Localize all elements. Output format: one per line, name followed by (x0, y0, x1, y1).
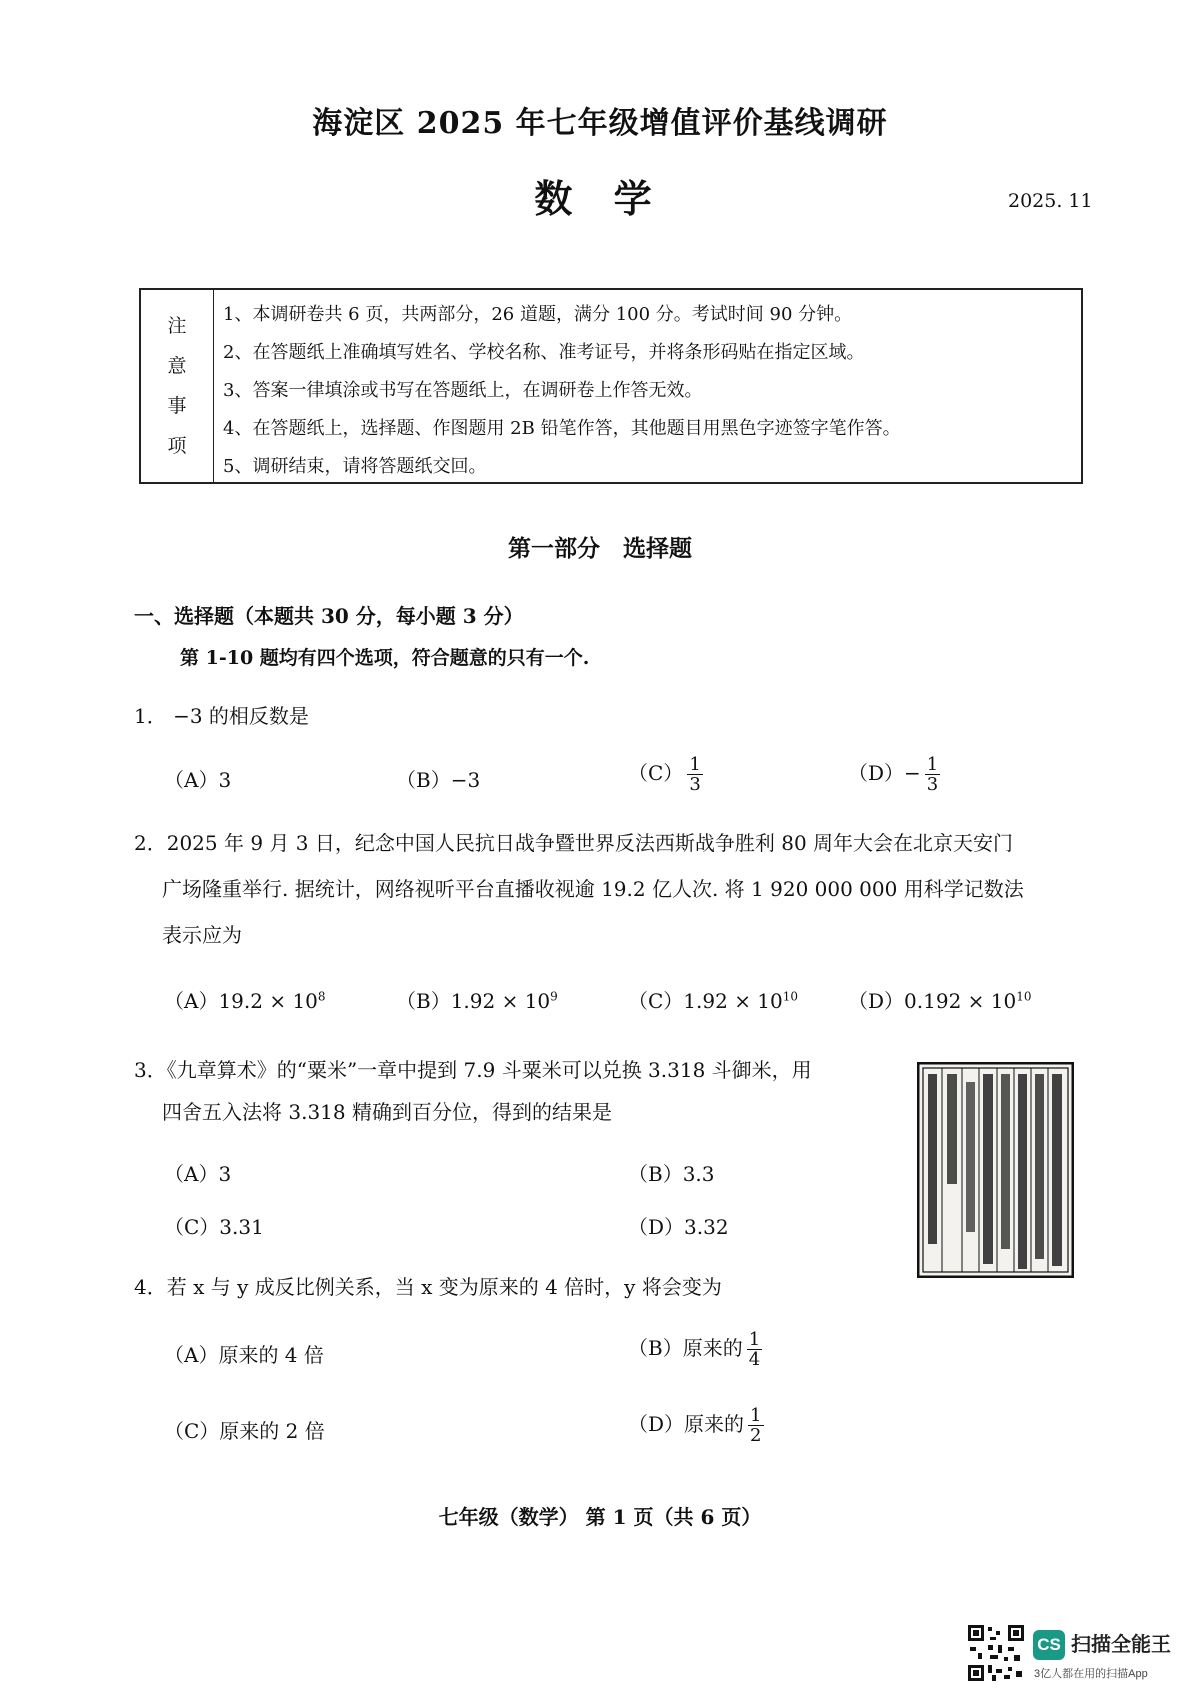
question-2-stem-line: 表示应为 (162, 923, 242, 947)
fraction (747, 1330, 762, 1369)
exponent: 9 (550, 989, 558, 1004)
fraction-numerator: 1 (689, 754, 701, 775)
question-4-stem: 4．若 x 与 y 成反比例关系，当 x 变为原来的 4 倍时，y 将会变为 (134, 1275, 722, 1299)
scanner-app-name: 扫描全能王 (1071, 1634, 1171, 1656)
q1-option-c-prefix: （C） (628, 761, 684, 785)
q2-option-b-base: （B）1.92 × 10 (396, 989, 551, 1013)
question-1-stem: 1． −3 的相反数是 (134, 704, 309, 728)
fraction-denominator: 2 (750, 1425, 762, 1446)
q2-option-c-base: （C）1.92 × 10 (628, 989, 783, 1013)
fraction-denominator: 3 (689, 774, 701, 795)
q2-option-c (628, 988, 798, 1014)
section-instruction: 第 1-10 题均有四个选项，符合题意的只有一个. (180, 647, 590, 669)
q3-option-d: （D）3.32 (628, 1215, 729, 1239)
question-3-stem-line: 3．《九章算术》的“粟米”一章中提到 7.9 斗粟米可以兑换 3.318 斗御米，用 (134, 1058, 812, 1082)
q2-option-a (164, 988, 326, 1014)
fraction-denominator: 4 (748, 1349, 761, 1370)
question-2-stem-line: 2．2025 年 9 月 3 日，纪念中国人民抗日战争暨世界反法西斯战争胜利 80 周年大会在北京天安门 (134, 831, 1014, 855)
q3-option-a: （A）3 (164, 1162, 232, 1186)
notice-item: 2、在答题纸上准确填写姓名、学校名称、准考证号，并将条形码贴在指定区域。 (223, 342, 865, 363)
fraction-denominator: 3 (926, 774, 939, 795)
notice-label-char: 注 (167, 315, 187, 337)
q4-option-a: （A）原来的 4 倍 (164, 1343, 324, 1367)
exam-title: 海淀区 2025 年七年级增值评价基线调研 (312, 106, 888, 141)
notice-box (139, 288, 1083, 484)
notice-label-char: 意 (167, 355, 187, 377)
q2-option-b (396, 988, 558, 1014)
fraction-numerator: 1 (926, 754, 939, 775)
notice-item: 3、答案一律填涂或书写在答题纸上，在调研卷上作答无效。 (223, 380, 703, 401)
notice-items (223, 296, 1075, 486)
question-2-stem-line: 广场隆重举行. 据统计，网络视听平台直播收视逾 19.2 亿人次. 将 1 920 000 000 用科学记数法 (162, 877, 1024, 901)
exam-date: 2025. 11 (1008, 190, 1093, 212)
q1-option-d (848, 755, 940, 794)
ancient-book-image (917, 1062, 1074, 1278)
q3-option-c: （C）3.31 (164, 1215, 264, 1239)
notice-item: 4、在答题纸上，选择题、作图题用 2B 铅笔作答，其他题目用黑色字迹签字笔作答。 (223, 418, 901, 439)
q4-option-d (628, 1406, 764, 1445)
fraction (748, 1406, 763, 1445)
notice-label (141, 290, 214, 482)
fraction (925, 755, 940, 794)
exponent: 10 (782, 989, 799, 1004)
q2-option-a-base: （A）19.2 × 10 (164, 989, 318, 1013)
exponent: 8 (317, 989, 326, 1004)
fraction (687, 755, 702, 794)
page-footer: 七年级（数学） 第 1 页（共 6 页） (438, 1505, 762, 1529)
scanner-app-tagline: 3亿人都在用的扫描App (1034, 1668, 1148, 1680)
notice-label-char: 项 (167, 435, 187, 457)
fraction-numerator: 1 (750, 1405, 762, 1426)
q2-option-d-base: （D）0.192 × 10 (848, 989, 1017, 1013)
fraction-numerator: 1 (748, 1329, 761, 1350)
qr-code-icon (968, 1625, 1024, 1681)
notice-label-char: 事 (167, 395, 187, 417)
q4-option-b (628, 1330, 762, 1369)
q4-option-c: （C）原来的 2 倍 (164, 1419, 325, 1443)
q4-option-d-prefix: （D）原来的 (628, 1412, 745, 1436)
cs-logo-icon: CS (1033, 1630, 1065, 1660)
exponent: 10 (1016, 989, 1032, 1004)
q3-option-b: （B）3.3 (628, 1162, 715, 1186)
subject-title: 数 学 (534, 176, 666, 221)
q2-option-d (848, 988, 1032, 1014)
q1-option-d-prefix: （D）− (848, 761, 921, 785)
q1-option-c (628, 755, 703, 794)
notice-item: 1、本调研卷共 6 页，共两部分，26 道题，满分 100 分。考试时间 90 分钟。 (223, 304, 853, 325)
part-title: 第一部分 选择题 (508, 535, 692, 562)
q1-option-a: （A）3 (164, 768, 232, 792)
q1-option-b: （B）−3 (396, 768, 481, 792)
notice-item: 5、调研结束，请将答题纸交回。 (223, 456, 487, 477)
q4-option-b-prefix: （B）原来的 (628, 1336, 743, 1360)
section-heading: 一、选择题（本题共 30 分，每小题 3 分） (134, 604, 524, 628)
question-3-stem-line: 四舍五入法将 3.318 精确到百分位，得到的结果是 (162, 1100, 612, 1124)
